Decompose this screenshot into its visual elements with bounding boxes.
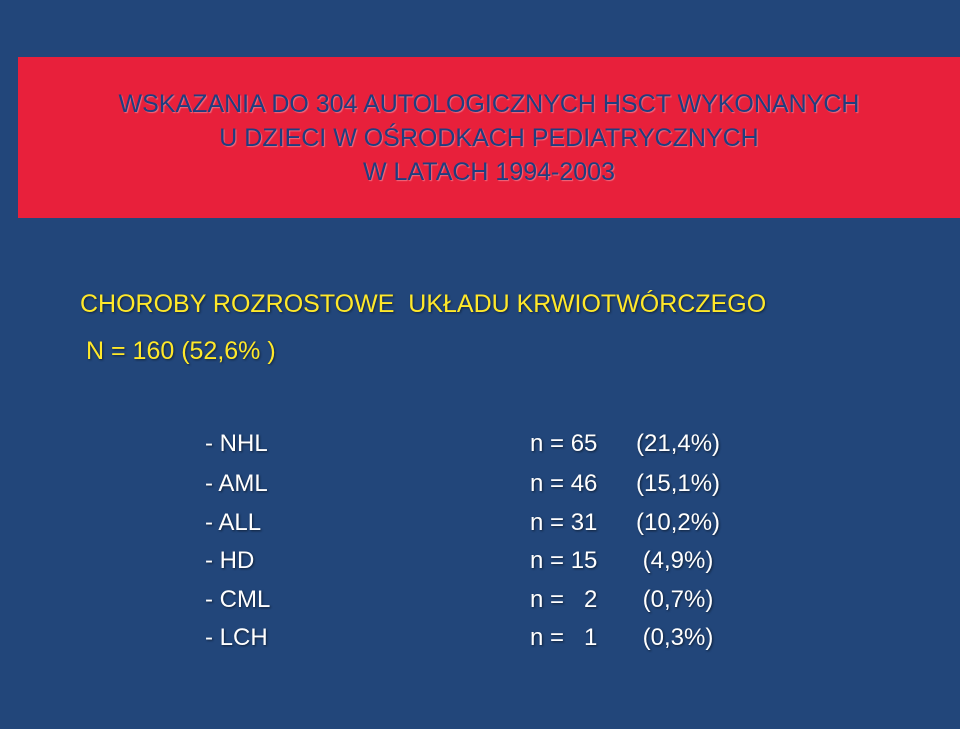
list-item xyxy=(0,466,960,502)
title-line-3: W LATACH 1994-2003 xyxy=(363,158,615,186)
disease-percent: (21,4%) xyxy=(636,430,721,457)
disease-name: - HD xyxy=(205,547,255,574)
disease-count: n = 31 xyxy=(530,509,598,536)
disease-percent: (15,1%) xyxy=(636,470,721,497)
disease-percent: (4,9%) xyxy=(636,547,714,574)
list-item xyxy=(0,620,960,656)
disease-count: n = 15 xyxy=(530,547,598,574)
subtitle: CHOROBY ROZROSTOWE UKŁADU KRWIOTWÓRCZEGO xyxy=(80,290,767,318)
disease-name: - LCH xyxy=(205,624,268,651)
disease-name: - AML xyxy=(205,470,268,497)
list-item xyxy=(0,543,960,579)
title-banner xyxy=(18,57,960,218)
disease-count: n = 1 xyxy=(530,624,598,651)
disease-name: - ALL xyxy=(205,509,262,536)
list-item xyxy=(0,505,960,541)
disease-percent: (0,3%) xyxy=(636,624,714,651)
disease-count: n = 65 xyxy=(530,430,598,457)
disease-name: - CML xyxy=(205,586,271,613)
disease-name: - NHL xyxy=(205,430,268,457)
disease-percent: (0,7%) xyxy=(636,586,714,613)
list-item xyxy=(0,582,960,618)
title-line-2: U DZIECI W OŚRODKACH PEDIATRYCZNYCH xyxy=(219,124,759,152)
total-count: N = 160 (52,6% ) xyxy=(86,337,276,365)
list-item xyxy=(0,426,960,462)
disease-percent: (10,2%) xyxy=(636,509,721,536)
disease-count: n = 46 xyxy=(530,470,598,497)
title-line-1: WSKAZANIA DO 304 AUTOLOGICZNYCH HSCT WYKONANYCH xyxy=(118,90,860,118)
disease-count: n = 2 xyxy=(530,586,598,613)
